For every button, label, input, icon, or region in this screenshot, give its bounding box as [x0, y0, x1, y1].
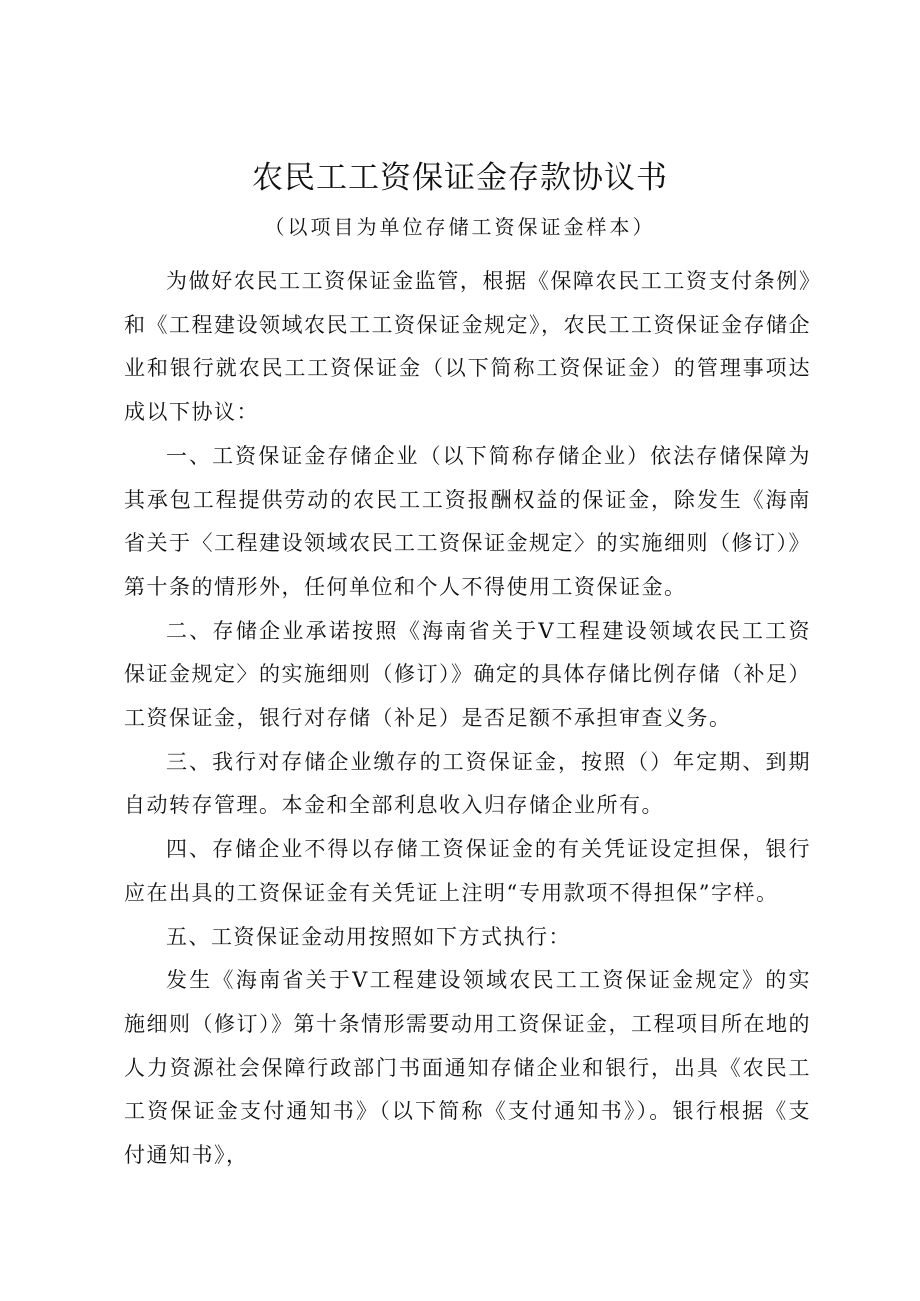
- paragraph-clause-5-detail: 发生《海南省关于V工程建设领域农民工工资保证金规定》的实施细则（修订）》第十条情形需要动用工资保证金，工程项目所在地的人力资源社会保障行政部门书面通知存储企业和银行，出具《农民工工资保证金支付通知书》（以下简称《支付通知书》）。银行根据《支付通知书》，: [124, 968, 811, 1168]
- paragraph-clause-1: 一、工资保证金存储企业（以下简称存储企业）依法存储保障为其承包工程提供劳动的农民工工资报酬权益的保证金，除发生《海南省关于〈工程建设领域农民工工资保证金规定〉的实施细则（修订）》第十条的情形外，任何单位和个人不得使用工资保证金。: [124, 443, 811, 599]
- paragraph-intro: 为做好农民工工资保证金监管，根据《保障农民工工资支付条例》和《工程建设领域农民工工资保证金规定》，农民工工资保证金存储企业和银行就农民工工资保证金（以下简称工资保证金）的管理事项达成以下协议：: [124, 269, 811, 425]
- document-subtitle: （以项目为单位存储工资保证金样本）: [264, 215, 656, 239]
- document-body: [124, 260, 811, 1178]
- document-title: 农民工工资保证金存款协议书: [252, 160, 668, 196]
- paragraph-clause-2: 二、存储企业承诺按照《海南省关于V工程建设领域农民工工资保证金规定〉的实施细则（修订）》确定的具体存储比例存储（补足）工资保证金，银行对存储（补足）是否足额不承担审查义务。: [124, 618, 811, 731]
- paragraph-clause-3: 三、我行对存储企业缴存的工资保证金，按照（）年定期、到期自动转存管理。本金和全部利息收入归存储企业所有。: [124, 749, 811, 818]
- paragraph-clause-4: 四、存储企业不得以存储工资保证金的有关凭证设定担保，银行应在出具的工资保证金有关凭证上注明“专用款项不得担保”字样。: [124, 837, 811, 905]
- paragraph-clause-5: 五、工资保证金动用按照如下方式执行：: [166, 924, 571, 949]
